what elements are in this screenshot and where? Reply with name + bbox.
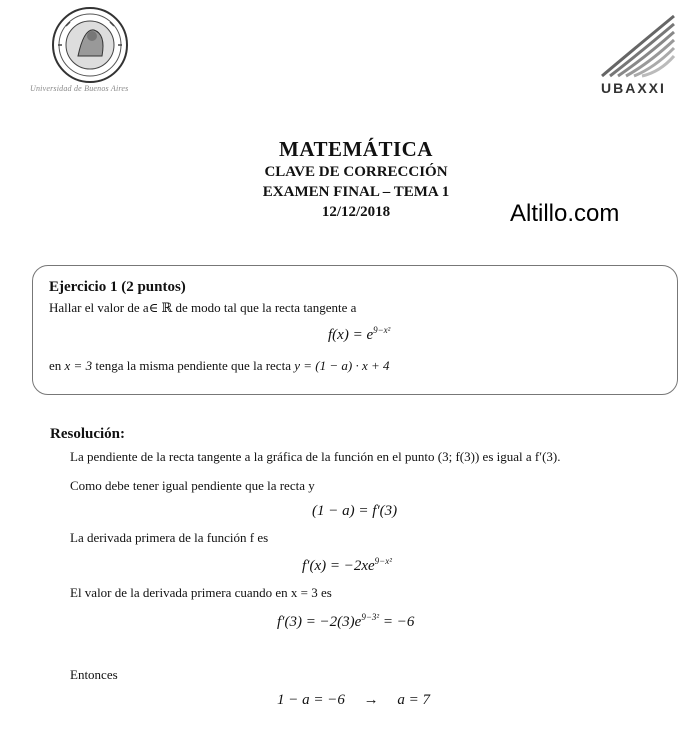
- condition-point: x = 3: [64, 358, 93, 373]
- resolution-paragraph-1: La pendiente de la recta tangente a la gráfica de la función en el punto (3; f(3)) es igual a f′(3).: [70, 449, 561, 464]
- resolution-paragraph-2: Como debe tener igual pendiente que la recta y: [70, 478, 315, 493]
- watermark-text: Altillo.com: [510, 200, 620, 227]
- equation-4-text: 1 − a = −6 → a = 7: [277, 692, 430, 708]
- equation-1: [312, 503, 397, 520]
- document-title: MATEMÁTICA: [279, 137, 433, 161]
- equation-1-text: (1 − a) = f′(3): [312, 503, 398, 519]
- equation-3-exponent: 9−3²: [361, 612, 380, 622]
- equation-4: [277, 692, 430, 709]
- equation-2-lhs: f′(x) = −2xe: [302, 558, 375, 574]
- university-seal-icon: [48, 6, 132, 84]
- formula-lhs: f(x) = e: [328, 327, 374, 343]
- equation-2: [302, 556, 392, 575]
- formula-exponent: 9−x²: [373, 325, 391, 335]
- ubaxxi-logo-text: UBAXXI: [601, 80, 666, 96]
- equation-3: [277, 612, 414, 631]
- document-subtitle-1: CLAVE DE CORRECCIÓN: [264, 164, 448, 180]
- resolution-title: Resolución:: [50, 426, 125, 442]
- seal-caption: Universidad de Buenos Aires: [30, 84, 129, 93]
- equation-2-exponent: 9−x²: [374, 556, 392, 566]
- condition-part-a: en: [49, 358, 65, 373]
- equation-3-rhs: = −6: [379, 614, 415, 630]
- exercise-title: Ejercicio 1 (2 puntos): [49, 279, 186, 295]
- exercise-statement: Hallar el valor de a∈ ℝ de modo tal que la recta tangente a: [49, 300, 357, 315]
- document-subtitle-2: EXAMEN FINAL – TEMA 1: [262, 184, 450, 200]
- document-date: 12/12/2018: [321, 204, 391, 220]
- condition-line: y = (1 − a) · x + 4: [294, 358, 390, 373]
- exercise-formula: [328, 325, 390, 344]
- condition-part-c: tenga la misma pendiente que la recta: [92, 358, 295, 373]
- resolution-paragraph-4: El valor de la derivada primera cuando en x = 3 es: [70, 585, 332, 600]
- equation-3-lhs: f′(3) = −2(3)e: [277, 614, 362, 630]
- exercise-condition: [49, 358, 389, 374]
- resolution-paragraph-3: La derivada primera de la función f es: [70, 530, 269, 545]
- resolution-paragraph-5: Entonces: [70, 667, 118, 682]
- ubaxxi-logo-icon: [598, 14, 678, 80]
